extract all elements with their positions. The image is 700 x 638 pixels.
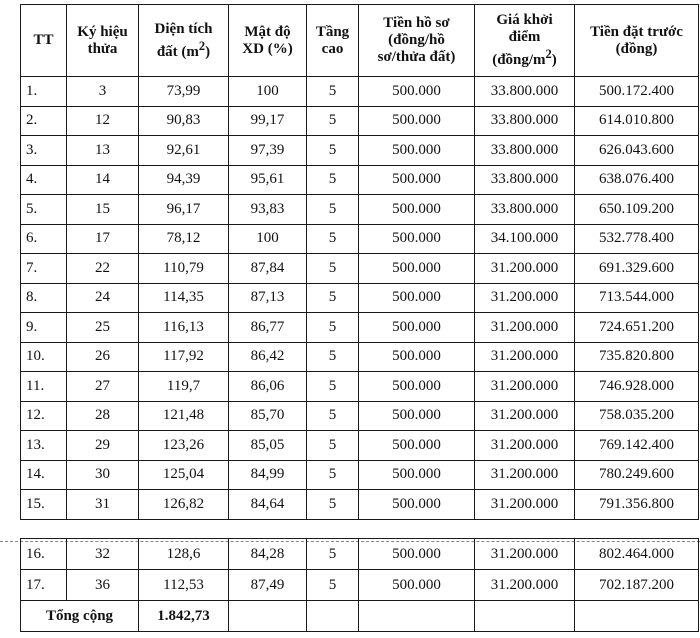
cell-gia-khoi-diem: 33.800.000 [475, 165, 575, 195]
cell-tien-dat-truoc: 802.464.000 [575, 539, 699, 570]
header-gia-khoi-diem: Giá khởi điểm $(đồng/m^2)$ [475, 5, 575, 77]
cell-ky-hieu: 31 [67, 490, 139, 520]
cell-tien-ho-so: 500.000 [359, 195, 475, 225]
cell-tang-cao: 5 [307, 313, 359, 343]
cell-gia-khoi-diem: 31.200.000 [475, 570, 575, 601]
cell-tien-dat-truoc: 735.820.800 [575, 342, 699, 372]
total-label: Tổng cộng [21, 601, 139, 632]
total-area: 1.842,73 [139, 601, 229, 632]
cell-ky-hieu: 26 [67, 342, 139, 372]
cell-ky-hieu: 12 [67, 106, 139, 136]
total-empty-cell [475, 601, 575, 632]
cell-tang-cao: 5 [307, 372, 359, 402]
cell-ky-hieu: 30 [67, 460, 139, 490]
cell-gia-khoi-diem: 31.200.000 [475, 401, 575, 431]
cell-tien-ho-so: 500.000 [359, 283, 475, 313]
cell-tang-cao: 5 [307, 224, 359, 254]
total-empty-cell [307, 601, 359, 632]
table-row [21, 165, 699, 195]
header-dien-tich: Diện tích đất $(m^2)$ [139, 5, 229, 77]
cell-tt: 10. [21, 342, 67, 372]
cell-tien-ho-so: 500.000 [359, 401, 475, 431]
cell-tt: 12. [21, 401, 67, 431]
cell-tang-cao: 5 [307, 490, 359, 520]
cell-gia-khoi-diem: 31.200.000 [475, 431, 575, 461]
cell-dien-tich: 126,82 [139, 490, 229, 520]
table-row [21, 539, 699, 570]
cell-tien-dat-truoc: 724.651.200 [575, 313, 699, 343]
cell-mat-do: 95,61 [229, 165, 307, 195]
header-tang-cao: Tầng cao [307, 5, 359, 77]
cell-ky-hieu: 27 [67, 372, 139, 402]
cell-dien-tich: 78,12 [139, 224, 229, 254]
cell-tt: 14. [21, 460, 67, 490]
cell-ky-hieu: 3 [67, 77, 139, 107]
cell-tang-cao: 5 [307, 460, 359, 490]
cell-gia-khoi-diem: 31.200.000 [475, 539, 575, 570]
cell-tt: 16. [21, 539, 67, 570]
cell-tt: 8. [21, 283, 67, 313]
cell-tien-dat-truoc: 769.142.400 [575, 431, 699, 461]
cell-tien-dat-truoc: 702.187.200 [575, 570, 699, 601]
header-tt: TT [21, 5, 67, 77]
cell-tt: 9. [21, 313, 67, 343]
cell-gia-khoi-diem: 31.200.000 [475, 283, 575, 313]
cell-tien-dat-truoc: 713.544.000 [575, 283, 699, 313]
cell-ky-hieu: 25 [67, 313, 139, 343]
table-row [21, 136, 699, 166]
cell-tien-ho-so: 500.000 [359, 431, 475, 461]
cell-tien-dat-truoc: 532.778.400 [575, 224, 699, 254]
cell-tien-dat-truoc: 746.928.000 [575, 372, 699, 402]
cell-dien-tich: 94,39 [139, 165, 229, 195]
cell-tien-dat-truoc: 780.249.600 [575, 460, 699, 490]
table-row [21, 106, 699, 136]
table-row [21, 77, 699, 107]
cell-tang-cao: 5 [307, 254, 359, 284]
cell-tt: 4. [21, 165, 67, 195]
cell-tien-dat-truoc: 626.043.600 [575, 136, 699, 166]
cell-tt: 17. [21, 570, 67, 601]
cell-dien-tich: 116,13 [139, 313, 229, 343]
cell-ky-hieu: 24 [67, 283, 139, 313]
cell-dien-tich: 92,61 [139, 136, 229, 166]
cell-tt: 3. [21, 136, 67, 166]
cell-dien-tich: 73,99 [139, 77, 229, 107]
cell-tt: 6. [21, 224, 67, 254]
table-row [21, 401, 699, 431]
cell-tien-dat-truoc: 691.329.600 [575, 254, 699, 284]
total-empty-cell [359, 601, 475, 632]
cell-mat-do: 97,39 [229, 136, 307, 166]
cell-tien-ho-so: 500.000 [359, 460, 475, 490]
table-row [21, 490, 699, 520]
cell-tang-cao: 5 [307, 136, 359, 166]
cell-gia-khoi-diem: 31.200.000 [475, 490, 575, 520]
cell-tt: 15. [21, 490, 67, 520]
cell-gia-khoi-diem: 31.200.000 [475, 313, 575, 343]
cell-gia-khoi-diem: 31.200.000 [475, 254, 575, 284]
cell-ky-hieu: 28 [67, 401, 139, 431]
header-mat-do: Mật độ XD (%) [229, 5, 307, 77]
cell-ky-hieu: 36 [67, 570, 139, 601]
header-ky-hieu: Ký hiệu thửa [67, 5, 139, 77]
table-row [21, 254, 699, 284]
total-empty-cell [229, 601, 307, 632]
cell-ky-hieu: 32 [67, 539, 139, 570]
header-row [21, 5, 699, 77]
table-row [21, 570, 699, 601]
cell-mat-do: 84,28 [229, 539, 307, 570]
cell-tt: 5. [21, 195, 67, 225]
cell-tang-cao: 5 [307, 106, 359, 136]
cell-tien-ho-so: 500.000 [359, 136, 475, 166]
cell-mat-do: 87,49 [229, 570, 307, 601]
cell-tang-cao: 5 [307, 77, 359, 107]
table-row [21, 195, 699, 225]
cell-tien-ho-so: 500.000 [359, 570, 475, 601]
cell-tien-ho-so: 500.000 [359, 539, 475, 570]
cell-tang-cao: 5 [307, 283, 359, 313]
cell-ky-hieu: 17 [67, 224, 139, 254]
table-row [21, 342, 699, 372]
cell-dien-tich: 110,79 [139, 254, 229, 284]
cell-tien-ho-so: 500.000 [359, 313, 475, 343]
cell-dien-tich: 121,48 [139, 401, 229, 431]
cell-ky-hieu: 22 [67, 254, 139, 284]
cell-dien-tich: 128,6 [139, 539, 229, 570]
cell-dien-tich: 96,17 [139, 195, 229, 225]
table-row [21, 372, 699, 402]
cell-tang-cao: 5 [307, 539, 359, 570]
cell-tien-dat-truoc: 650.109.200 [575, 195, 699, 225]
cell-tien-dat-truoc: 758.035.200 [575, 401, 699, 431]
cell-tang-cao: 5 [307, 195, 359, 225]
cell-ky-hieu: 29 [67, 431, 139, 461]
cell-ky-hieu: 13 [67, 136, 139, 166]
table-row [21, 283, 699, 313]
cell-tien-dat-truoc: 500.172.400 [575, 77, 699, 107]
cell-mat-do: 84,99 [229, 460, 307, 490]
cell-tang-cao: 5 [307, 342, 359, 372]
header-tien-dat-truoc: Tiền đặt trước (đồng) [575, 5, 699, 77]
cell-tien-ho-so: 500.000 [359, 342, 475, 372]
cell-mat-do: 85,05 [229, 431, 307, 461]
cell-mat-do: 93,83 [229, 195, 307, 225]
cell-gia-khoi-diem: 33.800.000 [475, 136, 575, 166]
cell-mat-do: 100 [229, 77, 307, 107]
cell-tien-dat-truoc: 638.076.400 [575, 165, 699, 195]
cell-tt: 7. [21, 254, 67, 284]
cell-tien-ho-so: 500.000 [359, 372, 475, 402]
cell-tien-ho-so: 500.000 [359, 165, 475, 195]
cell-dien-tich: 114,35 [139, 283, 229, 313]
cell-mat-do: 86,42 [229, 342, 307, 372]
cell-tien-ho-so: 500.000 [359, 224, 475, 254]
cell-tt: 11. [21, 372, 67, 402]
cell-gia-khoi-diem: 33.800.000 [475, 195, 575, 225]
land-lot-table [20, 4, 699, 520]
cell-tien-ho-so: 500.000 [359, 106, 475, 136]
cell-mat-do: 84,64 [229, 490, 307, 520]
cell-tang-cao: 5 [307, 570, 359, 601]
cell-tang-cao: 5 [307, 401, 359, 431]
cell-tien-ho-so: 500.000 [359, 77, 475, 107]
header-tien-ho-so: Tiền hồ sơ (đồng/hồ sơ/thửa đất) [359, 5, 475, 77]
cell-mat-do: 99,17 [229, 106, 307, 136]
cell-gia-khoi-diem: 33.800.000 [475, 77, 575, 107]
cell-tt: 1. [21, 77, 67, 107]
cell-gia-khoi-diem: 31.200.000 [475, 342, 575, 372]
cell-gia-khoi-diem: 31.200.000 [475, 372, 575, 402]
cell-mat-do: 86,77 [229, 313, 307, 343]
cell-mat-do: 85,70 [229, 401, 307, 431]
cell-tien-dat-truoc: 614.010.800 [575, 106, 699, 136]
table-row [21, 460, 699, 490]
cell-tien-ho-so: 500.000 [359, 490, 475, 520]
cell-dien-tich: 123,26 [139, 431, 229, 461]
cell-dien-tich: 112,53 [139, 570, 229, 601]
total-empty-cell [575, 601, 699, 632]
cell-tt: 13. [21, 431, 67, 461]
cell-gia-khoi-diem: 33.800.000 [475, 106, 575, 136]
cell-dien-tich: 117,92 [139, 342, 229, 372]
cell-tien-ho-so: 500.000 [359, 254, 475, 284]
cell-tien-dat-truoc: 791.356.800 [575, 490, 699, 520]
cell-ky-hieu: 15 [67, 195, 139, 225]
cell-ky-hieu: 14 [67, 165, 139, 195]
cell-gia-khoi-diem: 34.100.000 [475, 224, 575, 254]
table-row [21, 224, 699, 254]
cell-tang-cao: 5 [307, 165, 359, 195]
cell-dien-tich: 90,83 [139, 106, 229, 136]
table-row [21, 313, 699, 343]
cell-dien-tich: 119,7 [139, 372, 229, 402]
cell-tt: 2. [21, 106, 67, 136]
cell-mat-do: 87,84 [229, 254, 307, 284]
land-lot-table-continued [20, 538, 699, 632]
cell-tang-cao: 5 [307, 431, 359, 461]
cell-dien-tich: 125,04 [139, 460, 229, 490]
cell-mat-do: 86,06 [229, 372, 307, 402]
total-row [21, 601, 699, 632]
cell-gia-khoi-diem: 31.200.000 [475, 460, 575, 490]
cell-mat-do: 87,13 [229, 283, 307, 313]
table-row [21, 431, 699, 461]
cell-mat-do: 100 [229, 224, 307, 254]
